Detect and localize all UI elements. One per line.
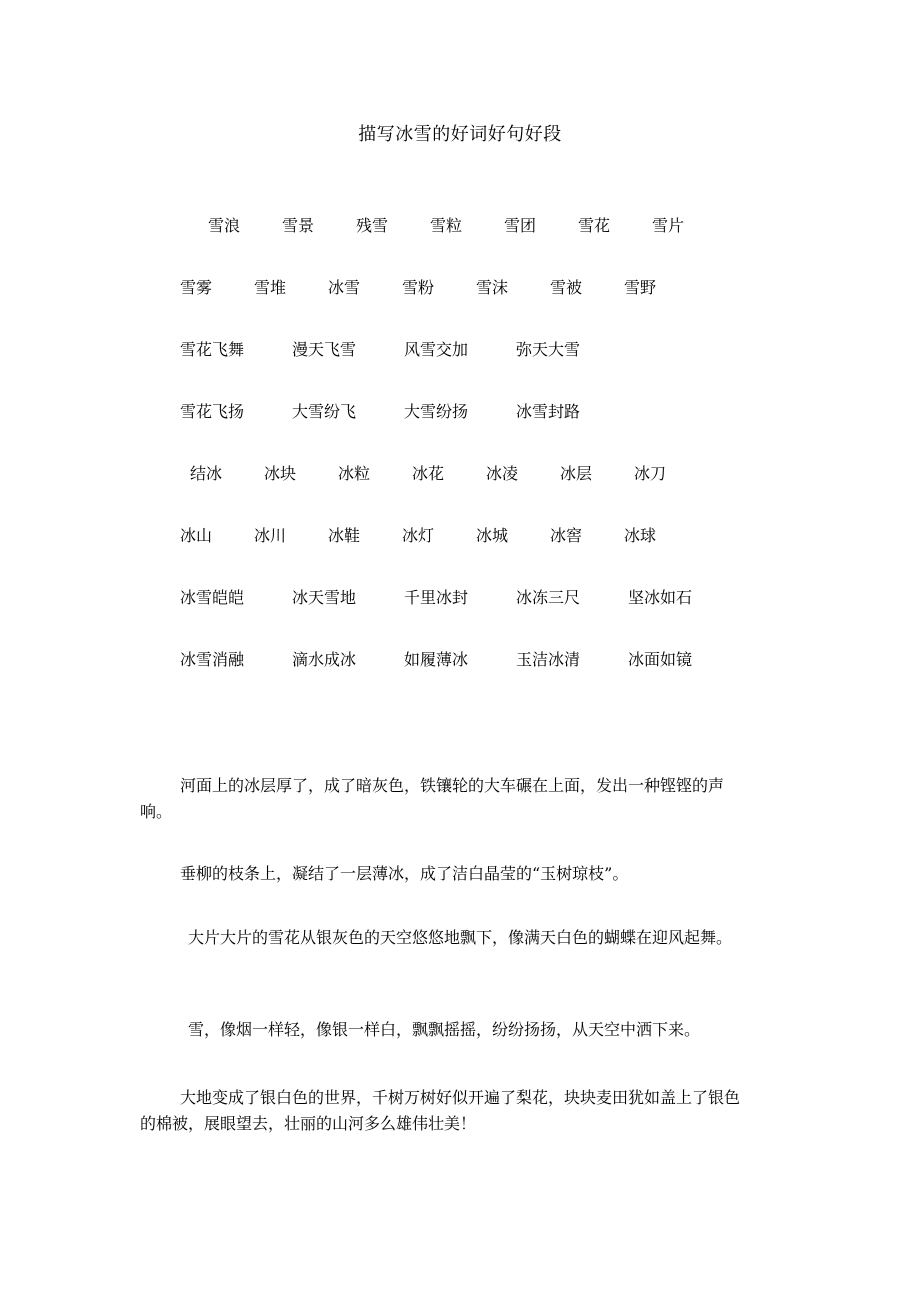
example-paragraph: 大片大片的雪花从银灰色的天空悠悠地飘下，像满天白色的蝴蝶在迎风起舞。 (188, 928, 733, 947)
vocab-word: 雪粒 (430, 216, 463, 235)
vocab-word: 玉洁冰清 (516, 650, 581, 669)
word-row (0, 461, 920, 485)
vocab-word: 弥天大雪 (516, 340, 581, 359)
vocab-word: 漫天飞雪 (292, 340, 357, 359)
vocab-word: 冰雪消融 (180, 650, 245, 669)
vocab-word: 坚冰如石 (628, 588, 693, 607)
vocab-word: 冰灯 (402, 526, 435, 545)
word-row (0, 399, 920, 423)
example-paragraph: 雪，像烟一样轻，像银一样白，飘飘摇摇，纷纷扬扬，从天空中洒下来。 (188, 1020, 701, 1039)
vocab-word: 雪花 (578, 216, 611, 235)
vocab-word: 大雪纷扬 (404, 402, 469, 421)
vocab-word: 冰鞋 (328, 526, 361, 545)
vocab-word: 冰粒 (338, 464, 371, 483)
vocab-word: 风雪交加 (404, 340, 469, 359)
vocab-word: 滴水成冰 (292, 650, 357, 669)
vocab-word: 雪片 (652, 216, 685, 235)
vocab-word: 结冰 (190, 464, 223, 483)
vocab-word: 雪野 (624, 278, 657, 297)
word-row (0, 585, 920, 609)
vocab-word: 雪沫 (476, 278, 509, 297)
vocab-word: 冰雪 (328, 278, 361, 297)
vocab-word: 如履薄冰 (404, 650, 469, 669)
vocab-word: 冰冻三尺 (516, 588, 581, 607)
vocab-word: 雪堆 (254, 278, 287, 297)
vocab-word: 雪景 (282, 216, 315, 235)
vocab-word: 冰花 (412, 464, 445, 483)
vocab-word: 冰凌 (486, 464, 519, 483)
vocab-word: 冰面如镜 (628, 650, 693, 669)
vocab-word: 雪被 (550, 278, 583, 297)
vocab-word: 冰雪皑皑 (180, 588, 245, 607)
vocab-word: 冰雪封路 (516, 402, 581, 421)
word-row (0, 213, 920, 237)
document-title: 描写冰雪的好词好句好段 (358, 124, 562, 145)
vocab-word: 冰窖 (550, 526, 583, 545)
vocab-word: 冰块 (264, 464, 297, 483)
word-row (0, 647, 920, 671)
example-paragraph: 大地变成了银白色的世界，千树万树好似开遍了梨花，块块麦田犹如盖上了银色的棉被，展眼望去，壮丽的山河多么雄伟壮美！ (140, 1088, 741, 1133)
vocab-word: 冰球 (624, 526, 657, 545)
vocab-word: 残雪 (356, 216, 389, 235)
vocab-word: 雪花飞舞 (180, 340, 245, 359)
example-paragraph: 河面上的冰层厚了，成了暗灰色，铁镶轮的大车碾在上面，发出一种铿铿的声响。 (140, 776, 725, 821)
vocab-word: 冰天雪地 (292, 588, 357, 607)
vocab-word: 雪花飞扬 (180, 402, 245, 421)
word-row (0, 275, 920, 299)
vocab-word: 大雪纷飞 (292, 402, 357, 421)
vocab-word: 雪浪 (208, 216, 241, 235)
vocab-word: 雪粉 (402, 278, 435, 297)
example-paragraph: 垂柳的枝条上，凝结了一层薄冰，成了洁白晶莹的“玉树琼枝”。 (180, 864, 629, 883)
vocab-word: 冰层 (560, 464, 593, 483)
vocab-word: 冰山 (180, 526, 213, 545)
vocab-word: 千里冰封 (404, 588, 469, 607)
word-row (0, 337, 920, 361)
vocab-word: 冰城 (476, 526, 509, 545)
vocab-word: 雪团 (504, 216, 537, 235)
vocab-word: 冰川 (254, 526, 287, 545)
vocab-word: 冰刀 (634, 464, 667, 483)
vocab-word: 雪雾 (180, 278, 213, 297)
word-row (0, 523, 920, 547)
